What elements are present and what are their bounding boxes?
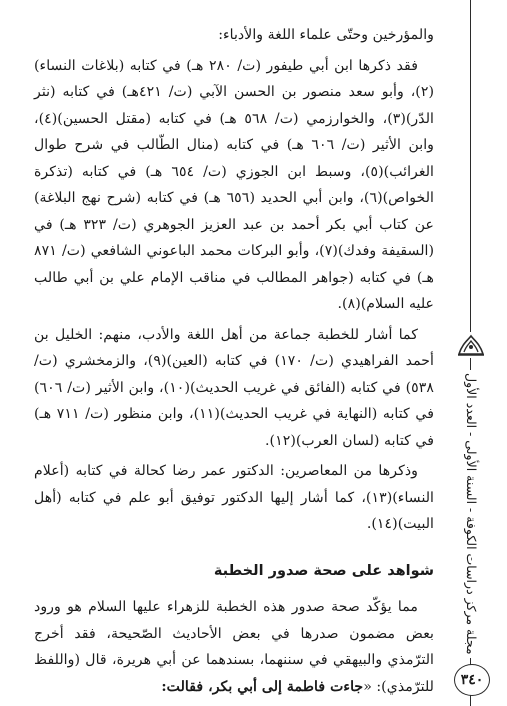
journal-logo-icon — [456, 332, 486, 358]
journal-running-title: مجلة مركز دراسات الكوفة - السنة الأولى - العدد الأول — [458, 370, 484, 658]
paragraph-intro: والمؤرخين وحتّى علماء اللغة والأدباء: — [218, 27, 434, 43]
paragraph-contemporaries: وذكرها من المعاصرين: الدكتور عمر رضا كحالة في كتابه (أعلام النساء)(١٣)، كما أشار إليها الدكتور توفيق أبو علم في كتابه (أهل البيت)(١٤). — [34, 463, 434, 532]
paragraph-evidence-text: مما يؤكّد صحة صدور هذه الخطبة للزهراء عليها السلام هو ورود بعض مضمون صدرها في بعض الأحاديث الصّحيحة، فقد أخرج الترّمذي والبيهقي في سننهما، بسندهما عن أبي هريرة، قال (واللفظ للترّمذي): « — [34, 599, 434, 695]
paragraph-evidence — [34, 594, 434, 700]
section-heading: شواهد على صحة صدور الخطبة — [213, 562, 434, 579]
paragraph-historians: فقد ذكرها ابن أبي طيفور (ت/ ٢٨٠ هـ) في كتابه (بلاغات النساء)(٢)، وأبو سعد منصور بن الحسن الآبي (ت/ ٤٢١هـ) في كتابه (نثر الدّر)(٣)، والخوارزمي (ت/ ٥٦٨ هـ) في كتابه (مقتل الحسين)(٤)، وابن الأثير (ت/ ٦٠٦ هـ) في كتابه (منال الطّالب في شرح طوال الغرائب)(٥)، وسبط ابن الجوزي (ت/ ٦٥٤ هـ) في كتابه (تذكرة الخواص)(٦)، وابن أبي الحديد (٦٥٦ هـ) في كتابه (شرح نهج البلاغة) عن كتاب أبي بكر أحمد بن عبد العزيز الجوهري (ت/ ٣٢٣ هـ) في (السقيفة وفدك)(٧)، وأبو البركات محمد الباعوني الشافعي (ت/ ٨٧١ هـ) في كتابه (جواهر المطالب في مناقب الإمام علي بن أبي طالب عليه السلام)(٨). — [34, 57, 434, 312]
side-margin-band — [452, 0, 492, 706]
main-text-column — [34, 22, 434, 700]
paragraph-linguists: كما أشار للخطبة جماعة من أهل اللغة والأدب، منهم: الخليل بن أحمد الفراهيدي (ت/ ١٧٠) في كتابه (العين)(٩)، والزمخشري (ت/ ٥٣٨) في كتابه (الفائق في غريب الحديث)(١٠)، وابن الأثير (ت/ ٦٠٦) في كتابه (النهاية في غريب الحديث)(١١)، وابن منظور (ت/ ٧١١ هـ) في كتابه (لسان العرب)(١٢). — [34, 326, 435, 449]
journal-logo-svg — [456, 332, 486, 358]
page-number-badge: ٣٤٠ — [454, 664, 490, 696]
paragraph-evidence-quote: جاءت فاطمة إلى أبي بكر، فقالت: — [161, 678, 364, 695]
